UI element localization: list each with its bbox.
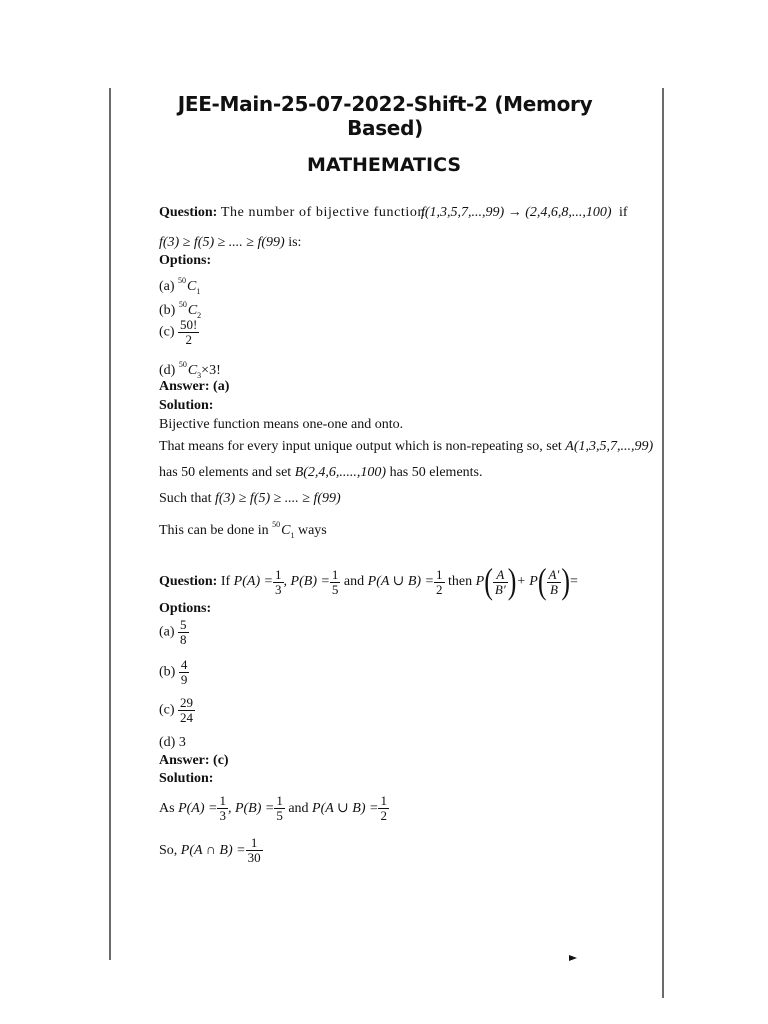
q1-label: Question: — [159, 205, 218, 220]
q1-options-label: Options: — [159, 253, 212, 268]
fraction-denominator: 30 — [247, 850, 261, 866]
close-paren-icon: ) — [507, 561, 517, 602]
fraction-denominator: 9 — [180, 672, 188, 687]
open-paren-icon: ( — [537, 561, 547, 602]
q2-options-label: Options: — [159, 601, 212, 616]
option-value: 3 — [178, 735, 186, 750]
option-fraction — [178, 618, 189, 647]
final-base: C — [281, 523, 291, 538]
close-paren-icon: ) — [561, 561, 570, 602]
subject-heading: MATHEMATICS — [306, 154, 462, 176]
fraction-numerator: A′ — [548, 566, 560, 582]
fraction-denominator: 3 — [219, 808, 226, 824]
option-letter: (a) — [159, 624, 175, 640]
option-letter: (d) — [159, 363, 176, 378]
q2-label: Question: — [159, 574, 218, 590]
option-base: C — [187, 303, 198, 318]
sol-intersection: P(A ∩ B) = — [180, 843, 246, 858]
q2-pa: P(A) = — [233, 574, 274, 590]
right-border-line — [662, 88, 664, 998]
q1-solution-line-5 — [159, 516, 327, 545]
q2-pu: P(A ∪ B) = — [367, 574, 435, 590]
q2-equals: = — [570, 574, 578, 590]
option-letter: (b) — [159, 303, 176, 318]
q2-and: and — [343, 574, 365, 590]
fraction-numerator: 1 — [219, 793, 226, 809]
fraction-denominator: B′ — [494, 581, 506, 597]
fraction-numerator: 1 — [436, 566, 443, 582]
sol-fraction-1 — [217, 794, 228, 823]
option-letter: (c) — [159, 324, 175, 340]
fraction-numerator: 50! — [180, 317, 198, 332]
q2-solution-label: Solution: — [159, 771, 214, 786]
option-letter: (b) — [159, 664, 176, 680]
q2-fraction-1 — [273, 568, 284, 597]
option-subscript: 2 — [197, 310, 202, 320]
q1-solution-label: Solution: — [159, 398, 214, 413]
q2-fraction-2 — [330, 568, 341, 597]
solution-text: and — [288, 801, 309, 816]
solution-text: This can be done in — [159, 523, 269, 538]
q1-option-c — [159, 318, 199, 347]
sol-pu: P(A ∪ B) = — [312, 801, 379, 816]
q1-line-1 — [159, 204, 639, 222]
q2-if: If — [220, 574, 231, 590]
solution-text: has 50 elements and set — [159, 465, 292, 480]
option-fraction — [178, 318, 199, 347]
solution-text: As — [159, 801, 175, 816]
option-subscript: 3 — [197, 370, 202, 380]
option-superscript: 50 — [178, 276, 187, 285]
q1-solution-line-2 — [159, 438, 653, 456]
mouse-cursor-icon — [569, 955, 577, 961]
sol-pa: P(A) = — [178, 801, 218, 816]
option-base: C — [187, 363, 198, 378]
q2-option-c — [159, 696, 195, 725]
fraction-denominator: 5 — [276, 808, 283, 824]
option-base: C — [187, 279, 197, 294]
fraction-numerator: 1 — [331, 566, 339, 582]
fraction-denominator: 5 — [331, 581, 339, 597]
q1-solution-line-4 — [159, 490, 341, 508]
set-a: A(1,3,5,7,...,99) — [565, 439, 654, 454]
solution-text: That means for every input unique output which is non-repeating so, set — [159, 439, 562, 454]
q1-condition-tail: is: — [288, 235, 302, 250]
sol-fraction-2 — [274, 794, 285, 823]
solution-text: Such that — [159, 491, 212, 506]
q1-condition: f(3) ≥ f(5) ≥ .... ≥ f(99) — [159, 235, 285, 250]
q2-fraction-b — [547, 568, 562, 597]
fraction-numerator: 1 — [380, 793, 387, 809]
q1-solution-line-3 — [159, 464, 483, 482]
fraction-denominator: 24 — [180, 710, 194, 725]
fraction-denominator: 2 — [185, 332, 192, 347]
q1-mapping: f(1,3,5,7,...,99) → (2,4,6,8,...,100) — [421, 205, 612, 220]
q2-pb: , P(B) = — [283, 574, 330, 590]
solution-text: ways — [297, 523, 327, 538]
open-paren-icon: ( — [484, 561, 493, 602]
option-letter: (a) — [159, 279, 175, 294]
q2-fraction-a — [493, 568, 508, 597]
document-title: JEE-Main-25-07-2022-Shift-2 (Memory Based) — [177, 92, 593, 140]
sol-pb: , P(B) = — [227, 801, 275, 816]
fraction-numerator: 4 — [180, 657, 188, 672]
solution-text: has 50 elements. — [389, 465, 483, 480]
fraction-denominator: 2 — [436, 581, 443, 597]
option-tail: ×3! — [201, 363, 221, 378]
fraction-denominator: 2 — [380, 808, 387, 824]
sol-fraction-result — [246, 836, 263, 865]
q2-then: then — [448, 574, 473, 590]
solution-condition: f(3) ≥ f(5) ≥ .... ≥ f(99) — [215, 491, 341, 506]
option-fraction — [178, 696, 195, 725]
option-letter: (c) — [159, 702, 175, 718]
q1-text: The number of bijective function — [220, 205, 426, 220]
q2-option-b — [159, 658, 189, 687]
solution-text: So, — [159, 843, 178, 858]
q1-answer: Answer: (a) — [159, 379, 230, 394]
q2-option-a — [159, 618, 189, 647]
q2-solution-line-1 — [159, 794, 389, 824]
option-superscript: 50 — [178, 360, 187, 369]
q1-text-if: if — [619, 205, 628, 220]
fraction-numerator: A — [493, 568, 508, 583]
fraction-denominator: B — [549, 581, 558, 597]
q2-option-d — [159, 734, 186, 752]
q2-solution-line-2 — [159, 836, 263, 866]
q2-fraction-3 — [434, 568, 445, 597]
fraction-denominator: 3 — [275, 581, 282, 597]
q2-expr-p: P — [475, 574, 485, 590]
fraction-numerator: 29 — [180, 695, 194, 710]
option-letter: (d) — [159, 735, 176, 750]
option-fraction — [179, 658, 190, 687]
fraction-numerator: 1 — [246, 836, 263, 851]
q2-answer: Answer: (c) — [159, 753, 229, 768]
option-superscript: 50 — [178, 300, 187, 309]
option-subscript: 1 — [196, 286, 201, 296]
sol-fraction-3 — [378, 794, 389, 823]
q2-plus: + P — [516, 574, 538, 590]
q1-line-2 — [159, 234, 301, 252]
set-b: B(2,4,6,.....,100) — [294, 465, 387, 480]
final-superscript: 50 — [272, 520, 281, 529]
fraction-numerator: 5 — [180, 617, 187, 632]
left-border-line — [109, 88, 111, 960]
q2-line-1 — [159, 562, 578, 602]
fraction-denominator: 8 — [180, 632, 187, 647]
fraction-numerator: 1 — [276, 793, 283, 809]
final-subscript: 1 — [290, 530, 295, 540]
q1-solution-line-1: Bijective function means one-one and onto. — [159, 417, 404, 432]
fraction-numerator: 1 — [275, 566, 282, 582]
